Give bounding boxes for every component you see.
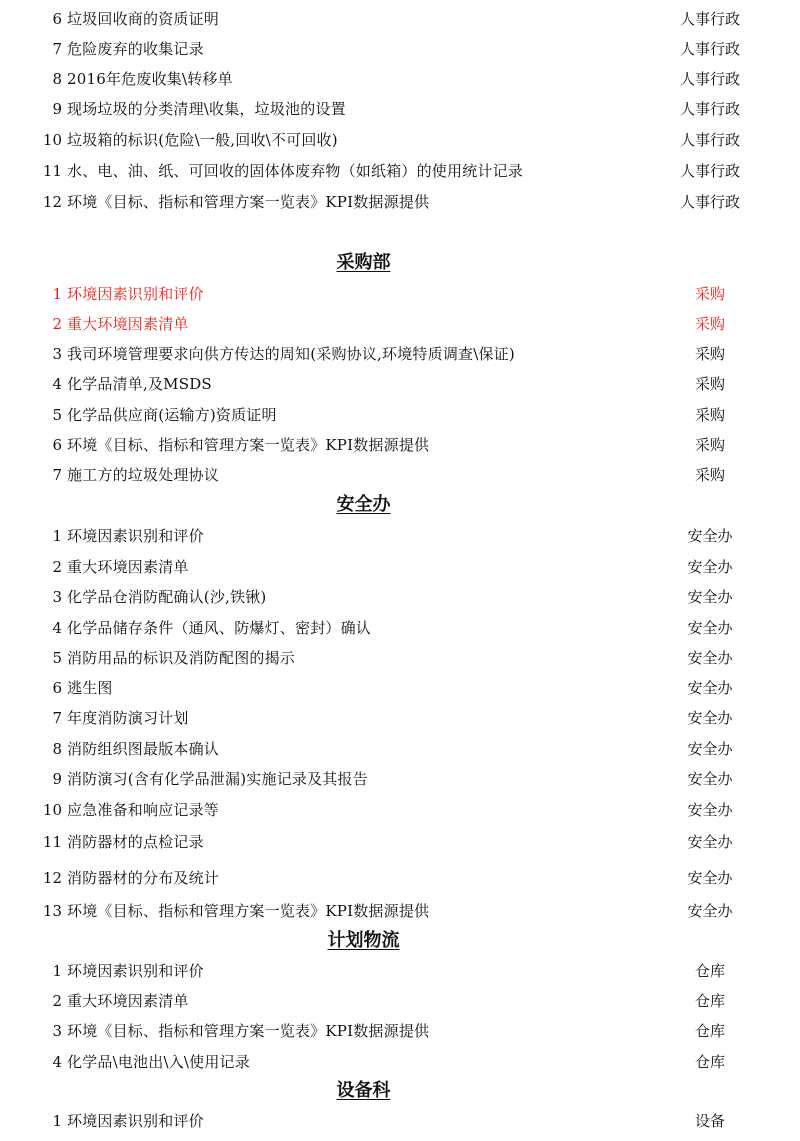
item-text: 环境因素识别和评价: [67, 285, 204, 303]
item-number: 7: [52, 466, 62, 484]
list-item: [0, 553, 800, 583]
item-number: 9: [52, 770, 62, 788]
item-number: 10: [42, 801, 62, 819]
item-text: 环境《目标、指标和管理方案一览表》KPI数据源提供: [67, 902, 430, 920]
item-text: 垃圾回收商的资质证明: [67, 10, 220, 28]
item-dept: 人事行政: [679, 100, 740, 118]
item-dept: 安全办: [687, 649, 733, 667]
list-item: [0, 674, 800, 704]
item-text: 环境《目标、指标和管理方案一览表》KPI数据源提供: [67, 193, 430, 211]
list-item: [0, 522, 800, 552]
list-item: [0, 157, 800, 187]
item-text: 逃生图: [67, 679, 113, 697]
list-item: [0, 735, 800, 765]
item-text: 应急准备和响应记录等: [67, 801, 220, 819]
list-item: [0, 583, 800, 613]
list-item: [0, 340, 800, 370]
item-text: 化学品仓消防配确认(沙,铁锹): [67, 588, 267, 606]
item-text: 水、电、油、纸、可回收的固体体废弃物（如纸箱）的使用统计记录: [67, 162, 524, 180]
item-dept: 人事行政: [679, 131, 740, 149]
item-dept: 人事行政: [679, 70, 740, 88]
item-number: 7: [52, 709, 62, 727]
list-item: [0, 65, 800, 95]
item-text: 2016年危废收集\转移单: [67, 70, 233, 88]
item-text: 重大环境因素清单: [67, 992, 189, 1010]
item-dept: 采购: [694, 436, 725, 454]
item-number: 1: [52, 527, 62, 545]
item-dept: 人事行政: [679, 193, 740, 211]
item-dept: 安全办: [687, 801, 733, 819]
item-number: 6: [52, 679, 62, 697]
list-item: [0, 401, 800, 431]
item-text: 消防演习(含有化学品泄漏)实施记录及其报告: [67, 770, 368, 788]
item-dept: 安全办: [687, 902, 733, 920]
list-item: [0, 614, 800, 644]
item-text: 重大环境因素清单: [67, 558, 189, 576]
item-dept: 采购: [694, 285, 725, 303]
item-number: 4: [52, 1053, 62, 1071]
item-text: 化学品\电池出\入\使用记录: [67, 1053, 250, 1071]
item-text: 消防组织图最版本确认: [67, 740, 220, 758]
list-item: [0, 864, 800, 894]
item-dept: 采购: [694, 345, 725, 363]
item-number: 1: [52, 1112, 62, 1130]
item-number: 5: [52, 406, 62, 424]
section-title-equipment: 设备科: [336, 1080, 391, 1101]
item-number: 10: [42, 131, 62, 149]
item-text: 环境因素识别和评价: [67, 527, 204, 545]
item-dept: 人事行政: [679, 162, 740, 180]
item-text: 消防器材的分布及统计: [67, 869, 220, 887]
item-dept: 安全办: [687, 740, 733, 758]
item-dept: 安全办: [687, 558, 733, 576]
list-item: [0, 370, 800, 400]
item-number: 3: [52, 345, 62, 363]
item-dept: 仓库: [694, 992, 725, 1010]
item-number: 3: [52, 1022, 62, 1040]
item-text: 垃圾箱的标识(危险\一般,回收\不可回收): [67, 131, 338, 149]
item-number: 12: [42, 193, 62, 211]
item-text: 重大环境因素清单: [67, 315, 189, 333]
item-number: 6: [52, 10, 62, 28]
item-dept: 采购: [694, 406, 725, 424]
item-number: 1: [52, 962, 62, 980]
item-dept: 仓库: [694, 1053, 725, 1071]
item-number: 1: [52, 285, 62, 303]
item-number: 13: [42, 902, 62, 920]
list-item: [0, 957, 800, 987]
list-item: [0, 1017, 800, 1047]
item-number: 9: [52, 100, 62, 118]
list-item: [0, 897, 800, 927]
item-text: 消防器材的点检记录: [67, 833, 204, 851]
section-title-safety: 安全办: [336, 494, 391, 515]
item-text: 化学品供应商(运输方)资质证明: [67, 406, 277, 424]
section-title-purchasing: 采购部: [336, 252, 391, 273]
item-number: 2: [52, 558, 62, 576]
item-number: 3: [52, 588, 62, 606]
item-dept: 设备: [694, 1112, 725, 1130]
list-item: [0, 188, 800, 218]
item-number: 8: [52, 740, 62, 758]
list-item: [0, 704, 800, 734]
item-text: 环境因素识别和评价: [67, 962, 204, 980]
item-dept: 采购: [694, 375, 725, 393]
item-dept: 安全办: [687, 588, 733, 606]
list-item: [0, 35, 800, 65]
item-number: 12: [42, 869, 62, 887]
list-item: [0, 1107, 800, 1137]
list-item: [0, 431, 800, 461]
item-number: 11: [42, 833, 62, 851]
item-number: 5: [52, 649, 62, 667]
list-item: [0, 5, 800, 35]
list-item: [0, 95, 800, 125]
item-number: 4: [52, 619, 62, 637]
item-text: 危险废弃的收集记录: [67, 40, 204, 58]
item-dept: 安全办: [687, 527, 733, 545]
item-dept: 仓库: [694, 962, 725, 980]
item-text: 环境因素识别和评价: [67, 1112, 204, 1130]
item-text: 环境《目标、指标和管理方案一览表》KPI数据源提供: [67, 1022, 430, 1040]
item-dept: 采购: [694, 466, 725, 484]
item-dept: 安全办: [687, 770, 733, 788]
item-text: 化学品储存条件（通风、防爆灯、密封）确认: [67, 619, 372, 637]
item-text: 消防用品的标识及消防配图的揭示: [67, 649, 296, 667]
item-number: 4: [52, 375, 62, 393]
list-item: [0, 280, 800, 310]
list-item: [0, 828, 800, 858]
item-text: 施工方的垃圾处理协议: [67, 466, 220, 484]
item-number: 6: [52, 436, 62, 454]
list-item: [0, 987, 800, 1017]
list-item: [0, 461, 800, 491]
item-text: 环境《目标、指标和管理方案一览表》KPI数据源提供: [67, 436, 430, 454]
item-text: 我司环境管理要求向供方传达的周知(采购协议,环境特质调查\保证): [67, 345, 515, 363]
item-number: 7: [52, 40, 62, 58]
list-item: [0, 1048, 800, 1078]
item-text: 年度消防演习计划: [67, 709, 189, 727]
item-text: 化学品清单,及MSDS: [67, 375, 212, 393]
list-item: [0, 310, 800, 340]
item-dept: 人事行政: [679, 10, 740, 28]
item-dept: 安全办: [687, 679, 733, 697]
item-dept: 安全办: [687, 709, 733, 727]
list-item: [0, 796, 800, 826]
list-item: [0, 126, 800, 156]
list-item: [0, 644, 800, 674]
item-number: 2: [52, 992, 62, 1010]
item-dept: 安全办: [687, 619, 733, 637]
item-dept: 人事行政: [679, 40, 740, 58]
item-number: 2: [52, 315, 62, 333]
item-number: 11: [42, 162, 62, 180]
item-dept: 安全办: [687, 833, 733, 851]
item-text: 现场垃圾的分类清理\收集，垃圾池的设置: [67, 100, 346, 118]
list-item: [0, 765, 800, 795]
item-dept: 安全办: [687, 869, 733, 887]
item-dept: 采购: [694, 315, 725, 333]
section-title-logistics: 计划物流: [327, 930, 400, 951]
item-dept: 仓库: [694, 1022, 725, 1040]
item-number: 8: [52, 70, 62, 88]
